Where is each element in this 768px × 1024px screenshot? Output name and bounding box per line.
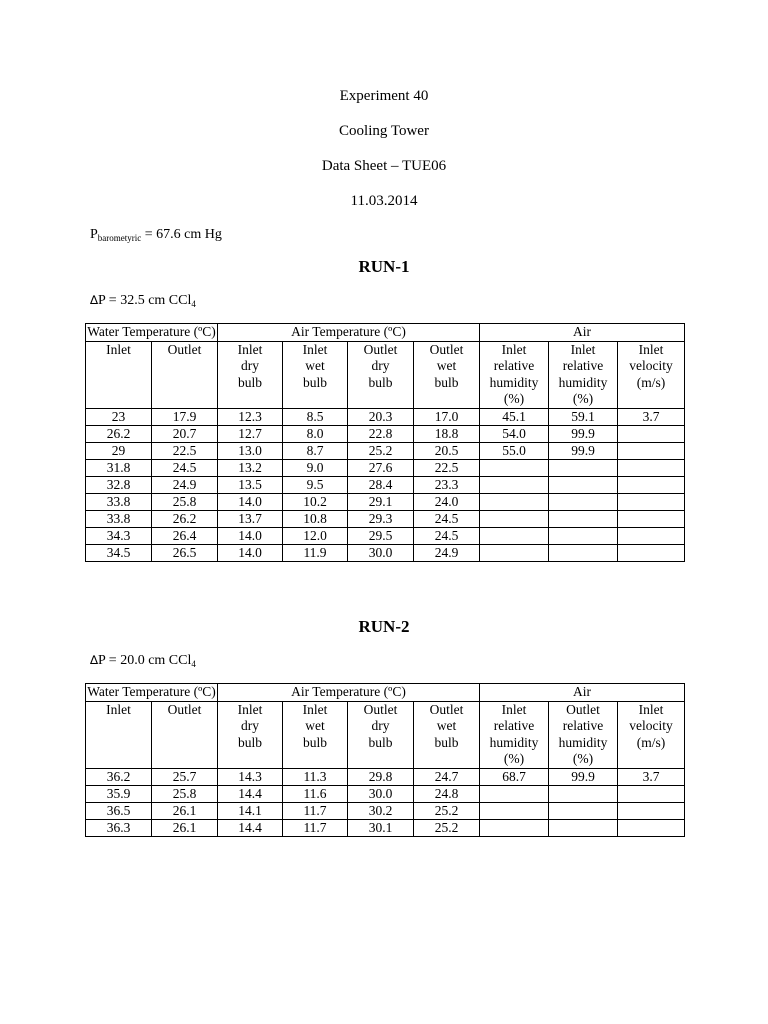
table-cell: 99.9 xyxy=(549,768,618,785)
table-cell: 9.5 xyxy=(283,476,348,493)
table-cell xyxy=(549,819,618,836)
table-cell xyxy=(480,527,549,544)
column-header-line: Outlet xyxy=(429,701,464,717)
table-cell xyxy=(549,802,618,819)
table-cell: 13.2 xyxy=(218,459,283,476)
column-header-line: humidity xyxy=(558,734,608,750)
column-header xyxy=(348,341,414,408)
table-cell xyxy=(480,785,549,802)
run1-delta-text: P = 32.5 cm CCl xyxy=(98,293,192,308)
air-temperature-group-header: Air Temperature (ºC) xyxy=(218,684,480,702)
table-cell: 30.1 xyxy=(348,819,414,836)
column-header xyxy=(618,701,685,768)
table-row xyxy=(86,785,685,802)
table-row xyxy=(86,527,685,544)
table-cell xyxy=(549,510,618,527)
table-cell: 23 xyxy=(86,408,152,425)
column-header xyxy=(480,701,549,768)
table-cell: 22.8 xyxy=(348,425,414,442)
table-cell: 14.4 xyxy=(218,819,283,836)
column-header-line: (%) xyxy=(572,751,594,766)
table-cell xyxy=(618,459,685,476)
experiment-subtitle: Cooling Tower xyxy=(339,123,429,139)
table-cell xyxy=(480,510,549,527)
water-temperature-group-header: Water Temperature (ºC) xyxy=(87,684,216,699)
column-header xyxy=(283,701,348,768)
column-header xyxy=(86,341,152,408)
table-cell: 8.5 xyxy=(283,408,348,425)
table-cell: 35.9 xyxy=(86,785,152,802)
column-header-line: wet xyxy=(436,358,457,373)
data-sheet-title: Data Sheet – TUE06 xyxy=(321,158,447,174)
column-header-line: bulb xyxy=(237,374,262,390)
column-header-line: bulb xyxy=(302,374,327,390)
run2-delta-subscript: 4 xyxy=(191,659,196,669)
air-group-header: Air xyxy=(480,684,685,702)
column-header-row xyxy=(86,701,685,768)
column-header xyxy=(618,341,685,408)
table-row xyxy=(86,442,685,459)
barometric-value: = 67.6 cm Hg xyxy=(144,227,222,242)
table-cell: 13.7 xyxy=(218,510,283,527)
table-row xyxy=(86,476,685,493)
table-cell: 28.4 xyxy=(348,476,414,493)
table-cell xyxy=(549,476,618,493)
table-cell: 18.8 xyxy=(414,425,480,442)
air-temperature-group-header: Air Temperature (ºC) xyxy=(218,324,480,342)
column-header xyxy=(152,341,218,408)
table-cell xyxy=(480,544,549,561)
table-row xyxy=(86,802,685,819)
table-cell: 24.7 xyxy=(414,768,480,785)
column-header-line: Inlet xyxy=(638,701,664,717)
column-header-line: (%) xyxy=(572,391,594,406)
column-header-line: Inlet xyxy=(570,341,596,357)
table-cell: 14.0 xyxy=(218,493,283,510)
table-cell: 33.8 xyxy=(86,493,152,510)
table-cell xyxy=(480,819,549,836)
barometric-symbol: P xyxy=(90,227,98,242)
table-cell: 11.7 xyxy=(283,819,348,836)
table-cell: 34.3 xyxy=(86,527,152,544)
column-header xyxy=(549,701,618,768)
table-cell: 31.8 xyxy=(86,459,152,476)
column-header-line: dry xyxy=(241,358,259,373)
column-header-line: Outlet xyxy=(167,701,202,717)
column-header-line: Inlet xyxy=(501,701,527,717)
table-cell xyxy=(618,510,685,527)
table-cell: 32.8 xyxy=(86,476,152,493)
table-cell xyxy=(618,527,685,544)
water-temperature-group-header: Water Temperature (ºC) xyxy=(87,324,216,339)
table-cell: 20.5 xyxy=(414,442,480,459)
column-header-line: wet xyxy=(305,718,325,733)
table-cell: 11.7 xyxy=(283,802,348,819)
column-header-line: Inlet xyxy=(106,701,131,717)
run1-data-table xyxy=(85,323,685,562)
table-cell: 29.5 xyxy=(348,527,414,544)
column-header-line: velocity xyxy=(629,358,673,373)
table-cell: 25.7 xyxy=(152,768,218,785)
table-cell: 11.3 xyxy=(283,768,348,785)
table-cell xyxy=(618,802,685,819)
table-cell: 99.9 xyxy=(549,425,618,442)
column-header-line: wet xyxy=(305,358,325,373)
column-header xyxy=(218,701,283,768)
table-cell xyxy=(480,476,549,493)
column-header-line: humidity xyxy=(489,734,539,750)
column-header-line: Outlet xyxy=(167,341,202,357)
column-header-line: Outlet xyxy=(363,341,398,357)
table-cell: 26.4 xyxy=(152,527,218,544)
column-header-line: relative xyxy=(493,358,535,373)
table-cell: 24.8 xyxy=(414,785,480,802)
column-header-line: bulb xyxy=(368,374,393,390)
column-header-line: bulb xyxy=(302,734,327,750)
table-cell: 22.5 xyxy=(414,459,480,476)
table-cell xyxy=(549,527,618,544)
column-header-line: dry xyxy=(241,718,259,733)
column-header-line: humidity xyxy=(489,374,539,390)
table-cell: 25.8 xyxy=(152,785,218,802)
table-cell: 45.1 xyxy=(480,408,549,425)
table-cell: 26.5 xyxy=(152,544,218,561)
table-cell: 12.7 xyxy=(218,425,283,442)
table-cell: 9.0 xyxy=(283,459,348,476)
table-cell: 26.2 xyxy=(152,510,218,527)
table-row xyxy=(86,425,685,442)
table-cell: 36.5 xyxy=(86,802,152,819)
table-cell: 8.7 xyxy=(283,442,348,459)
run1-delta-subscript: 4 xyxy=(191,299,196,309)
table-cell: 29.8 xyxy=(348,768,414,785)
column-header-line: dry xyxy=(371,718,390,733)
column-header-line: velocity xyxy=(629,718,673,733)
column-header-line: Inlet xyxy=(237,341,263,357)
column-header-line: relative xyxy=(562,718,604,733)
table-cell xyxy=(549,544,618,561)
table-cell: 30.0 xyxy=(348,544,414,561)
column-header-line: Inlet xyxy=(237,701,263,717)
table-cell: 99.9 xyxy=(549,442,618,459)
table-cell: 26.1 xyxy=(152,819,218,836)
table-row xyxy=(86,544,685,561)
table-cell: 20.3 xyxy=(348,408,414,425)
table-cell: 24.5 xyxy=(152,459,218,476)
date-line: 11.03.2014 xyxy=(350,193,418,209)
column-header xyxy=(218,341,283,408)
table-cell: 24.9 xyxy=(414,544,480,561)
table-cell: 3.7 xyxy=(618,768,685,785)
column-header-line: Inlet xyxy=(302,341,328,357)
table-cell: 23.3 xyxy=(414,476,480,493)
column-header xyxy=(414,341,480,408)
table-cell: 25.2 xyxy=(414,819,480,836)
column-header-line: relative xyxy=(493,718,535,733)
column-header-line: (m/s) xyxy=(636,734,666,750)
table-cell: 11.6 xyxy=(283,785,348,802)
table-cell xyxy=(549,493,618,510)
column-header-line: (%) xyxy=(503,391,525,406)
column-header-row xyxy=(86,341,685,408)
run2-data-table xyxy=(85,683,685,837)
run1-delta-p xyxy=(90,291,196,313)
table-cell: 29.1 xyxy=(348,493,414,510)
table-cell: 68.7 xyxy=(480,768,549,785)
column-header-line: (%) xyxy=(503,751,525,766)
column-header-line: wet xyxy=(436,718,457,733)
table-cell: 11.9 xyxy=(283,544,348,561)
table-cell: 12.3 xyxy=(218,408,283,425)
table-cell: 10.2 xyxy=(283,493,348,510)
column-header-line: Outlet xyxy=(566,701,600,717)
table-cell: 24.9 xyxy=(152,476,218,493)
table-cell: 26.1 xyxy=(152,802,218,819)
table-cell: 10.8 xyxy=(283,510,348,527)
table-cell: 24.5 xyxy=(414,527,480,544)
column-header-line: Inlet xyxy=(106,341,131,357)
table-cell: 36.3 xyxy=(86,819,152,836)
table-cell: 12.0 xyxy=(283,527,348,544)
table-row xyxy=(86,459,685,476)
table-cell: 20.7 xyxy=(152,425,218,442)
table-cell: 25.2 xyxy=(414,802,480,819)
table-cell: 25.8 xyxy=(152,493,218,510)
table-cell: 14.4 xyxy=(218,785,283,802)
table-cell xyxy=(549,459,618,476)
table-cell xyxy=(618,785,685,802)
column-header-line: Inlet xyxy=(638,341,664,357)
table-cell: 54.0 xyxy=(480,425,549,442)
column-header-line: Outlet xyxy=(363,701,398,717)
table-cell xyxy=(480,802,549,819)
table-cell: 24.0 xyxy=(414,493,480,510)
table-cell: 55.0 xyxy=(480,442,549,459)
column-header-line: Inlet xyxy=(302,701,328,717)
air-group-header: Air xyxy=(480,324,685,342)
table-cell: 13.0 xyxy=(218,442,283,459)
column-header xyxy=(549,341,618,408)
column-header-line: Inlet xyxy=(501,341,527,357)
table-cell xyxy=(549,785,618,802)
table-cell: 8.0 xyxy=(283,425,348,442)
table-cell: 17.9 xyxy=(152,408,218,425)
column-header-line: humidity xyxy=(558,374,608,390)
table-cell: 14.0 xyxy=(218,527,283,544)
table-cell: 13.5 xyxy=(218,476,283,493)
experiment-title: Experiment 40 xyxy=(339,88,429,104)
table-cell: 17.0 xyxy=(414,408,480,425)
table-cell xyxy=(618,476,685,493)
table-cell: 29.3 xyxy=(348,510,414,527)
table-row xyxy=(86,510,685,527)
table-cell: 14.3 xyxy=(218,768,283,785)
table-cell xyxy=(618,493,685,510)
column-header xyxy=(414,701,480,768)
table-cell: 34.5 xyxy=(86,544,152,561)
run2-title: RUN-2 xyxy=(358,617,410,636)
table-row xyxy=(86,493,685,510)
table-row xyxy=(86,768,685,785)
column-header xyxy=(152,701,218,768)
table-cell: 26.2 xyxy=(86,425,152,442)
table-cell: 3.7 xyxy=(618,408,685,425)
table-cell xyxy=(618,425,685,442)
column-header-line: bulb xyxy=(237,734,262,750)
table-cell: 59.1 xyxy=(549,408,618,425)
column-header-line: dry xyxy=(371,358,390,373)
table-cell: 30.0 xyxy=(348,785,414,802)
table-cell xyxy=(480,459,549,476)
table-cell: 27.6 xyxy=(348,459,414,476)
table-cell: 30.2 xyxy=(348,802,414,819)
column-header-line: bulb xyxy=(368,734,393,750)
column-header-line: bulb xyxy=(434,374,459,390)
column-header xyxy=(348,701,414,768)
table-cell xyxy=(480,493,549,510)
column-header-line: bulb xyxy=(434,734,459,750)
column-header xyxy=(86,701,152,768)
delta-symbol: ∆ xyxy=(90,293,99,307)
run2-delta-p xyxy=(90,651,196,673)
column-header-line: Outlet xyxy=(429,341,464,357)
delta-symbol: ∆ xyxy=(90,653,99,667)
barometric-pressure xyxy=(90,226,222,247)
table-cell xyxy=(618,544,685,561)
column-header xyxy=(480,341,549,408)
table-row xyxy=(86,408,685,425)
table-row xyxy=(86,819,685,836)
run2-delta-text: P = 20.0 cm CCl xyxy=(98,653,192,668)
table-cell: 36.2 xyxy=(86,768,152,785)
table-cell xyxy=(618,442,685,459)
table-cell: 33.8 xyxy=(86,510,152,527)
table-cell xyxy=(618,819,685,836)
column-header-line: (m/s) xyxy=(636,374,666,390)
column-header xyxy=(283,341,348,408)
column-header-line: relative xyxy=(562,358,604,373)
barometric-subscript: barometyric xyxy=(97,233,142,243)
table-cell: 25.2 xyxy=(348,442,414,459)
table-cell: 29 xyxy=(86,442,152,459)
table-cell: 14.1 xyxy=(218,802,283,819)
run1-title: RUN-1 xyxy=(358,257,410,276)
table-cell: 14.0 xyxy=(218,544,283,561)
table-cell: 24.5 xyxy=(414,510,480,527)
table-cell: 22.5 xyxy=(152,442,218,459)
